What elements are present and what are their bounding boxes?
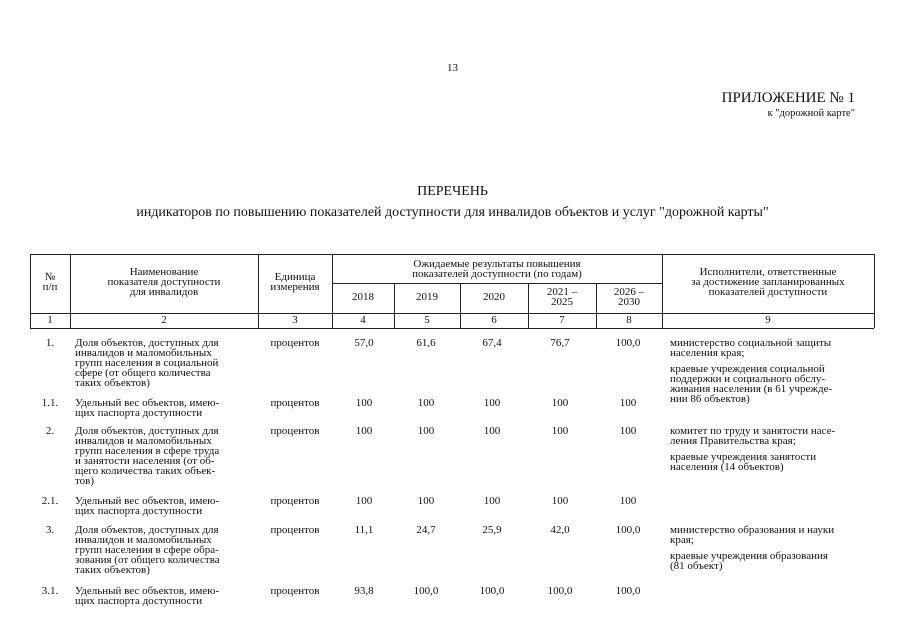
header-unit: Единица измерения <box>270 271 320 293</box>
row-number: 1. <box>45 337 55 349</box>
document-title: ПЕРЕЧЕНЬ <box>417 184 488 199</box>
value-2020: 100 <box>483 397 501 409</box>
column-number: 7 <box>559 314 565 326</box>
header-executors: Исполнители, ответственные за достижение запланированных показателей доступности <box>691 266 845 298</box>
indicator-name: Удельный вес объектов, имею- щих паспорта доступности <box>75 397 220 419</box>
indicator-name: Доля объектов, доступных для инвалидов и маломобильных групп населения в сфере труда и занятости населения (от об- щего количества таких объек- тов) <box>75 425 220 487</box>
value-2021-2025: 76,7 <box>550 337 570 349</box>
row-number: 1.1. <box>41 397 59 409</box>
header-year-2021-2025: 2021 – 2025 <box>546 286 578 308</box>
appendix-title: ПРИЛОЖЕНИЕ № 1 <box>721 90 855 106</box>
column-number: 6 <box>491 314 497 326</box>
row-number: 2.1. <box>41 495 59 507</box>
executors-cell <box>670 338 880 410</box>
value-2018: 100 <box>355 425 373 437</box>
unit-cell: процентов <box>270 524 320 536</box>
executor-text: краевые учреждения занятости населения (14 объектов) <box>670 451 817 473</box>
value-2020: 100 <box>483 425 501 437</box>
value-2026-2030: 100 <box>619 425 637 437</box>
value-2020: 100,0 <box>479 585 505 597</box>
value-2019: 100 <box>417 397 435 409</box>
value-2026-2030: 100 <box>619 495 637 507</box>
unit-cell: процентов <box>270 397 320 409</box>
header-year-2020: 2020 <box>483 291 505 303</box>
value-2026-2030: 100,0 <box>615 337 641 349</box>
header-year-2018: 2018 <box>352 291 374 303</box>
value-2021-2025: 100 <box>551 397 569 409</box>
indicator-name: Доля объектов, доступных для инвалидов и маломобильных групп населения в сфере обра- зования (от общего количества таких объектов) <box>75 524 220 576</box>
value-2021-2025: 100 <box>551 495 569 507</box>
unit-cell: процентов <box>270 585 320 597</box>
column-number: 8 <box>626 314 632 326</box>
page-number: 13 <box>447 62 458 74</box>
value-2019: 24,7 <box>416 524 436 536</box>
executor-text: краевые учреждения образования (81 объект) <box>670 550 828 572</box>
header-year-2026-2030: 2026 – 2030 <box>613 286 645 308</box>
executor-text: министерство образования и науки края; <box>670 524 835 546</box>
value-2026-2030: 100 <box>619 397 637 409</box>
unit-cell: процентов <box>270 337 320 349</box>
value-2019: 61,6 <box>416 337 436 349</box>
value-2020: 67,4 <box>482 337 502 349</box>
value-2018: 11,1 <box>354 524 374 536</box>
value-2021-2025: 42,0 <box>550 524 570 536</box>
column-number: 4 <box>360 314 366 326</box>
value-2018: 93,8 <box>354 585 374 597</box>
value-2018: 57,0 <box>354 337 374 349</box>
column-number: 1 <box>47 314 53 326</box>
appendix-subtitle: к "дорожной карте" <box>767 108 855 119</box>
executors-cell <box>670 426 880 478</box>
value-2021-2025: 100 <box>551 425 569 437</box>
value-2019: 100,0 <box>413 585 439 597</box>
executor-text: комитет по труду и занятости насе- ления Правительства края; <box>670 425 836 447</box>
header-expected: Ожидаемые результаты повышения показателей доступности (по годам) <box>412 258 582 280</box>
value-2019: 100 <box>417 425 435 437</box>
unit-cell: процентов <box>270 495 320 507</box>
value-2020: 100 <box>483 495 501 507</box>
header-name: Наименование показателя доступности для инвалидов <box>107 266 221 298</box>
column-number: 3 <box>292 314 298 326</box>
value-2019: 100 <box>417 495 435 507</box>
executor-text: краевые учреждения социальной поддержки и социального обслу- живания населения (в 61 учрежде- нии 86 объектов) <box>670 363 833 405</box>
value-2026-2030: 100,0 <box>615 524 641 536</box>
unit-cell: процентов <box>270 425 320 437</box>
value-2018: 100 <box>355 495 373 507</box>
value-2026-2030: 100,0 <box>615 585 641 597</box>
column-number: 2 <box>161 314 167 326</box>
row-number: 3. <box>45 524 55 536</box>
column-number: 9 <box>765 314 771 326</box>
indicator-name: Доля объектов, доступных для инвалидов и маломобильных групп населения в социальной сфере (от общего количества таких объектов) <box>75 337 219 389</box>
document-subtitle: индикаторов по повышению показателей доступности для инвалидов объектов и услуг "дорожной карты" <box>136 205 769 220</box>
indicator-name: Удельный вес объектов, имею- щих паспорта доступности <box>75 585 220 607</box>
row-number: 2. <box>45 425 55 437</box>
indicator-name: Удельный вес объектов, имею- щих паспорта доступности <box>75 495 220 517</box>
row-number: 3.1. <box>41 585 59 597</box>
executor-text: министерство социальной защиты населения края; <box>670 337 832 359</box>
executors-cell <box>670 525 880 577</box>
value-2021-2025: 100,0 <box>547 585 573 597</box>
header-year-2019: 2019 <box>416 291 438 303</box>
value-2020: 25,9 <box>482 524 502 536</box>
value-2018: 100 <box>355 397 373 409</box>
column-number: 5 <box>424 314 430 326</box>
header-num: № п/п <box>42 271 58 293</box>
